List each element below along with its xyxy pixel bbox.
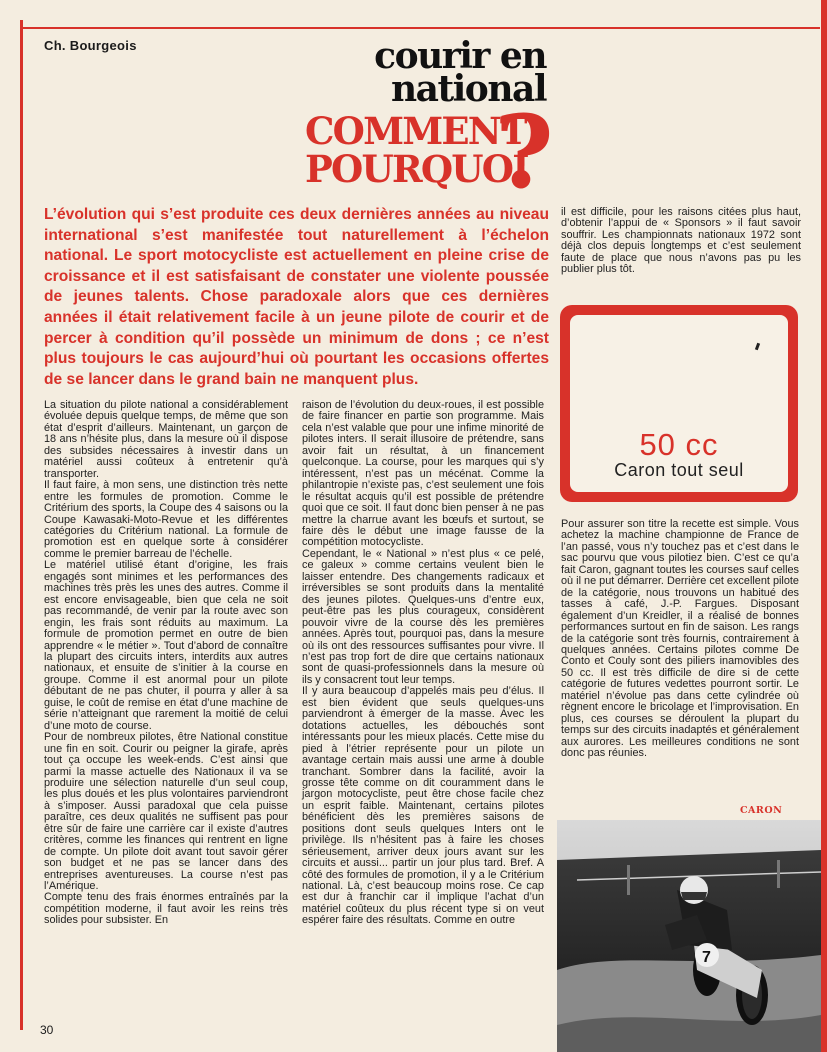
paragraph: Le matériel utilisé étant d’origine, les frais engagés sont minimes et les performances des machines très près les unes des autres. Comme il est encore envisageable, bien que cela ne soit pas recommandé, de venir par la route avec son engin, les frais sont réduits au maximum. La formule de promotion permet en outre de bien apprendre « le métier ». Tout d’abord de connaître la plupart des circuits inters, interdits aux autres nationaux, et ensuite de s’initier à la course en groupe. Comme il est anormal pour un pilote débutant de ne pas chuter, il pourra y aller à sa guise, le coût de remise en état d’une machine de série n’atteignant que rarement la moitié de celui d’une moto de course. xyxy=(44,559,288,732)
author-byline: Ch. Bourgeois xyxy=(44,38,137,53)
paragraph: Cependant, le « National » n’est plus « ce pelé, ce galeux » comme certains veulent bien le laisser entendre. Des changements radicaux et irréversibles se sont produits dans la mentalité des jeunes pilotes. Quelques-uns d’entre eux, peut-être pas les plus courageux, considèrent pouvoir vivre de la course dès les premières années. Après tout, pourquoi pas, dans la mesure où ils ont des ressources suffisantes pour vivre. Il n’est pas trop fort de dire que certains nationaux sont de quasi-professionnels dans la mesure où ils y consacrent tout leur temps. xyxy=(302,547,544,686)
category-title: 50 cc xyxy=(639,427,719,462)
question-mark: ? xyxy=(495,93,554,211)
headline-line-2: national xyxy=(391,68,546,110)
paragraph: raison de l’évolution du deux-roues, il est possible de faire financer en partie son programme. Mais cela n’est valable que pour une infime minorité de pilotes inters. Il serait illusoire de prétendre, sans avoir fait un résultat, à un financement quelconque. La course, pour les marques qui s’y intéressent, n’est pas un mécénat. Comme la philantropie n’existe pas, c’est seulement une fois le résultat acquis qu’il est possible de prétendre quoi que ce soit. Il faut donc bien penser à ne pas mettre la charrue avant les bœufs et surtout, se faire dès le début une image fausse de la compétition motocycliste. xyxy=(302,399,544,549)
paragraph: Il y aura beaucoup d’appelés mais peu d’élus. Il est bien évident que seuls quelques-uns parviendront à émerger de la masse. Avec les dotations actuelles, les débouchés sont intéressants pour les mieux placés. Cette mise du pied à l’étrier représente pour un pilote un avantage certain mais aussi une arme à double tranchant. Sombrer dans la facilité, avoir la grosse tête comme on dit couramment dans le jargon motocycliste, peut être chose facile chez un esprit faible. Maintenant, certains pilotes bénéficient dès les premières saisons de positions dont seuls quelques Inters ont le privilège. Ils n’hésitent pas à faire les choses sérieusement, arriver deux jours avant sur les circuits et aussi... partir un jour plus tard. Bref. A côté des formules de promotion, il y a le Critérium national. Là, c’est beaucoup moins rose. Ce cap est dur à franchir car il implique l’achat d’un matériel coûteux du plus récent type si on veut espérer faire des résultats. Comme en outre xyxy=(302,685,544,927)
headline-line-4: POURQUOI xyxy=(305,147,528,191)
photo-caption: CARON xyxy=(740,805,783,816)
left-red-rule xyxy=(20,20,23,1030)
paragraph: Il faut faire, à mon sens, une distinction très nette entre les formules de promotion. Comme le Critérium des sports, la Coupe des 4 saisons ou la Coupe Kawasaki-Moto-Revue et les différentes catégories du Critérium national. La formule de promotion est en quelque sorte à considérer comme le premier barreau de l’échelle. xyxy=(44,479,288,560)
paragraph: il est difficile, pour les raisons citées plus haut, d’obtenir l’appui de « Sponsors » il faut savoir souffrir. Les championnats nationaux 1972 sont déjà clos depuis longtemps et c’est seulement faute de place que nous n’avons pas pu les publier plus tôt. xyxy=(561,206,801,276)
right-red-edge xyxy=(821,0,827,1052)
rider-photo xyxy=(557,820,821,1052)
category-box xyxy=(560,305,798,502)
article-column-3-top xyxy=(561,207,801,276)
page-number: 30 xyxy=(40,1023,54,1037)
article-column-3-bottom xyxy=(561,519,799,760)
paragraph: Pour assurer son titre la recette est simple. Vous achetez la machine championne de France de l’an passé, vous n’y touchez pas et c’est dans le sac pourvu que vous pilotiez bien. C’est ce qu’a fait Caron, gagnant toutes les courses sauf celles où il ne put démarrer. Derrière cet excellent pilote de la catégorie, nous trouvons un habitué des tasses à café, J.-P. Fargues. Disposant également d’un Kreidler, il a réalisé de bonnes performances surtout en fin de saison. Les rangs de la catégorie sont très fournis, contrairement à quelques années. Certains pilotes comme De Conto et Couly sont des piliers inamovibles des 50 cc. Il est très difficile de dire si de cette catégorie de futures vedettes pourront sortir. Le matériel n’évolue pas dans cette cylindrée où règnent encore le bricolage et l’improvisation. En plus, ces courses se déroulent la plupart du temps sur des circuits inadaptés et généralement aux aurores. Les meilleures conditions ne sont donc pas réunies. xyxy=(561,518,799,760)
paragraph: La situation du pilote national a considérablement évoluée depuis quelque temps, de même que son état d’esprit d’ailleurs. Maintenant, un garçon de 18 ans n’hésite plus, dans la mesure où il dispose des subsides nécessaires à investir dans un matériel aussi coûteux à entretenir qu’à transporter. xyxy=(44,399,288,480)
paragraph: Pour de nombreux pilotes, être National constitue une fin en soit. Courir ou peigner la girafe, après tout ça occupe les week-ends. C’est ainsi que parmi la masse actuelle des Nationaux il va se produire une sélection naturelle d’un seul coup, les plus doués et les plus volontaires parviendront à s’imposer. Aussi paradoxal que cela puisse paraître, ces deux qualités ne suffisent pas pour être sûr de faire une carrière car il existe d’autres critères, comme les finances qui rentrent en ligne de compte. Un pilote doit avant tout savoir gérer son budget et ne pas se lancer dans des entreprises aventureuses. La course n’est pas l’Amérique. xyxy=(44,731,288,893)
race-number: 7 xyxy=(702,949,711,966)
lead-paragraph: L’évolution qui s’est produite ces deux dernières années au niveau international s’est manifestée tout naturellement à l’échelon national. Le sport motocycliste est actuellement en pleine crise de croissance et il est satisfaisant de constater une violente poussée de jeunes talents. Chose paradoxale alors que ces dernières années il était relativement facile à un jeune pilote de courir et de percer à condition qu’il possède un minimum de dons ; ce n’est plus toujours le cas aujourd’hui où pourtant les occasions offertes de se lancer dans le grand bain ne manquent plus. xyxy=(44,206,549,388)
category-subtitle: Caron tout seul xyxy=(614,460,744,480)
headline-line-1: courir en xyxy=(374,35,546,77)
article-column-1 xyxy=(44,400,288,927)
headline-red xyxy=(305,93,585,211)
top-red-rule xyxy=(20,27,820,29)
ink-mark xyxy=(755,343,760,351)
article-column-2 xyxy=(302,400,544,927)
headline-line-3: COMMENT xyxy=(305,109,526,153)
paragraph: Compte tenu des frais énormes entraînés par la compétition moderne, il faut avoir les reins très solides pour subsister. En xyxy=(44,891,288,927)
